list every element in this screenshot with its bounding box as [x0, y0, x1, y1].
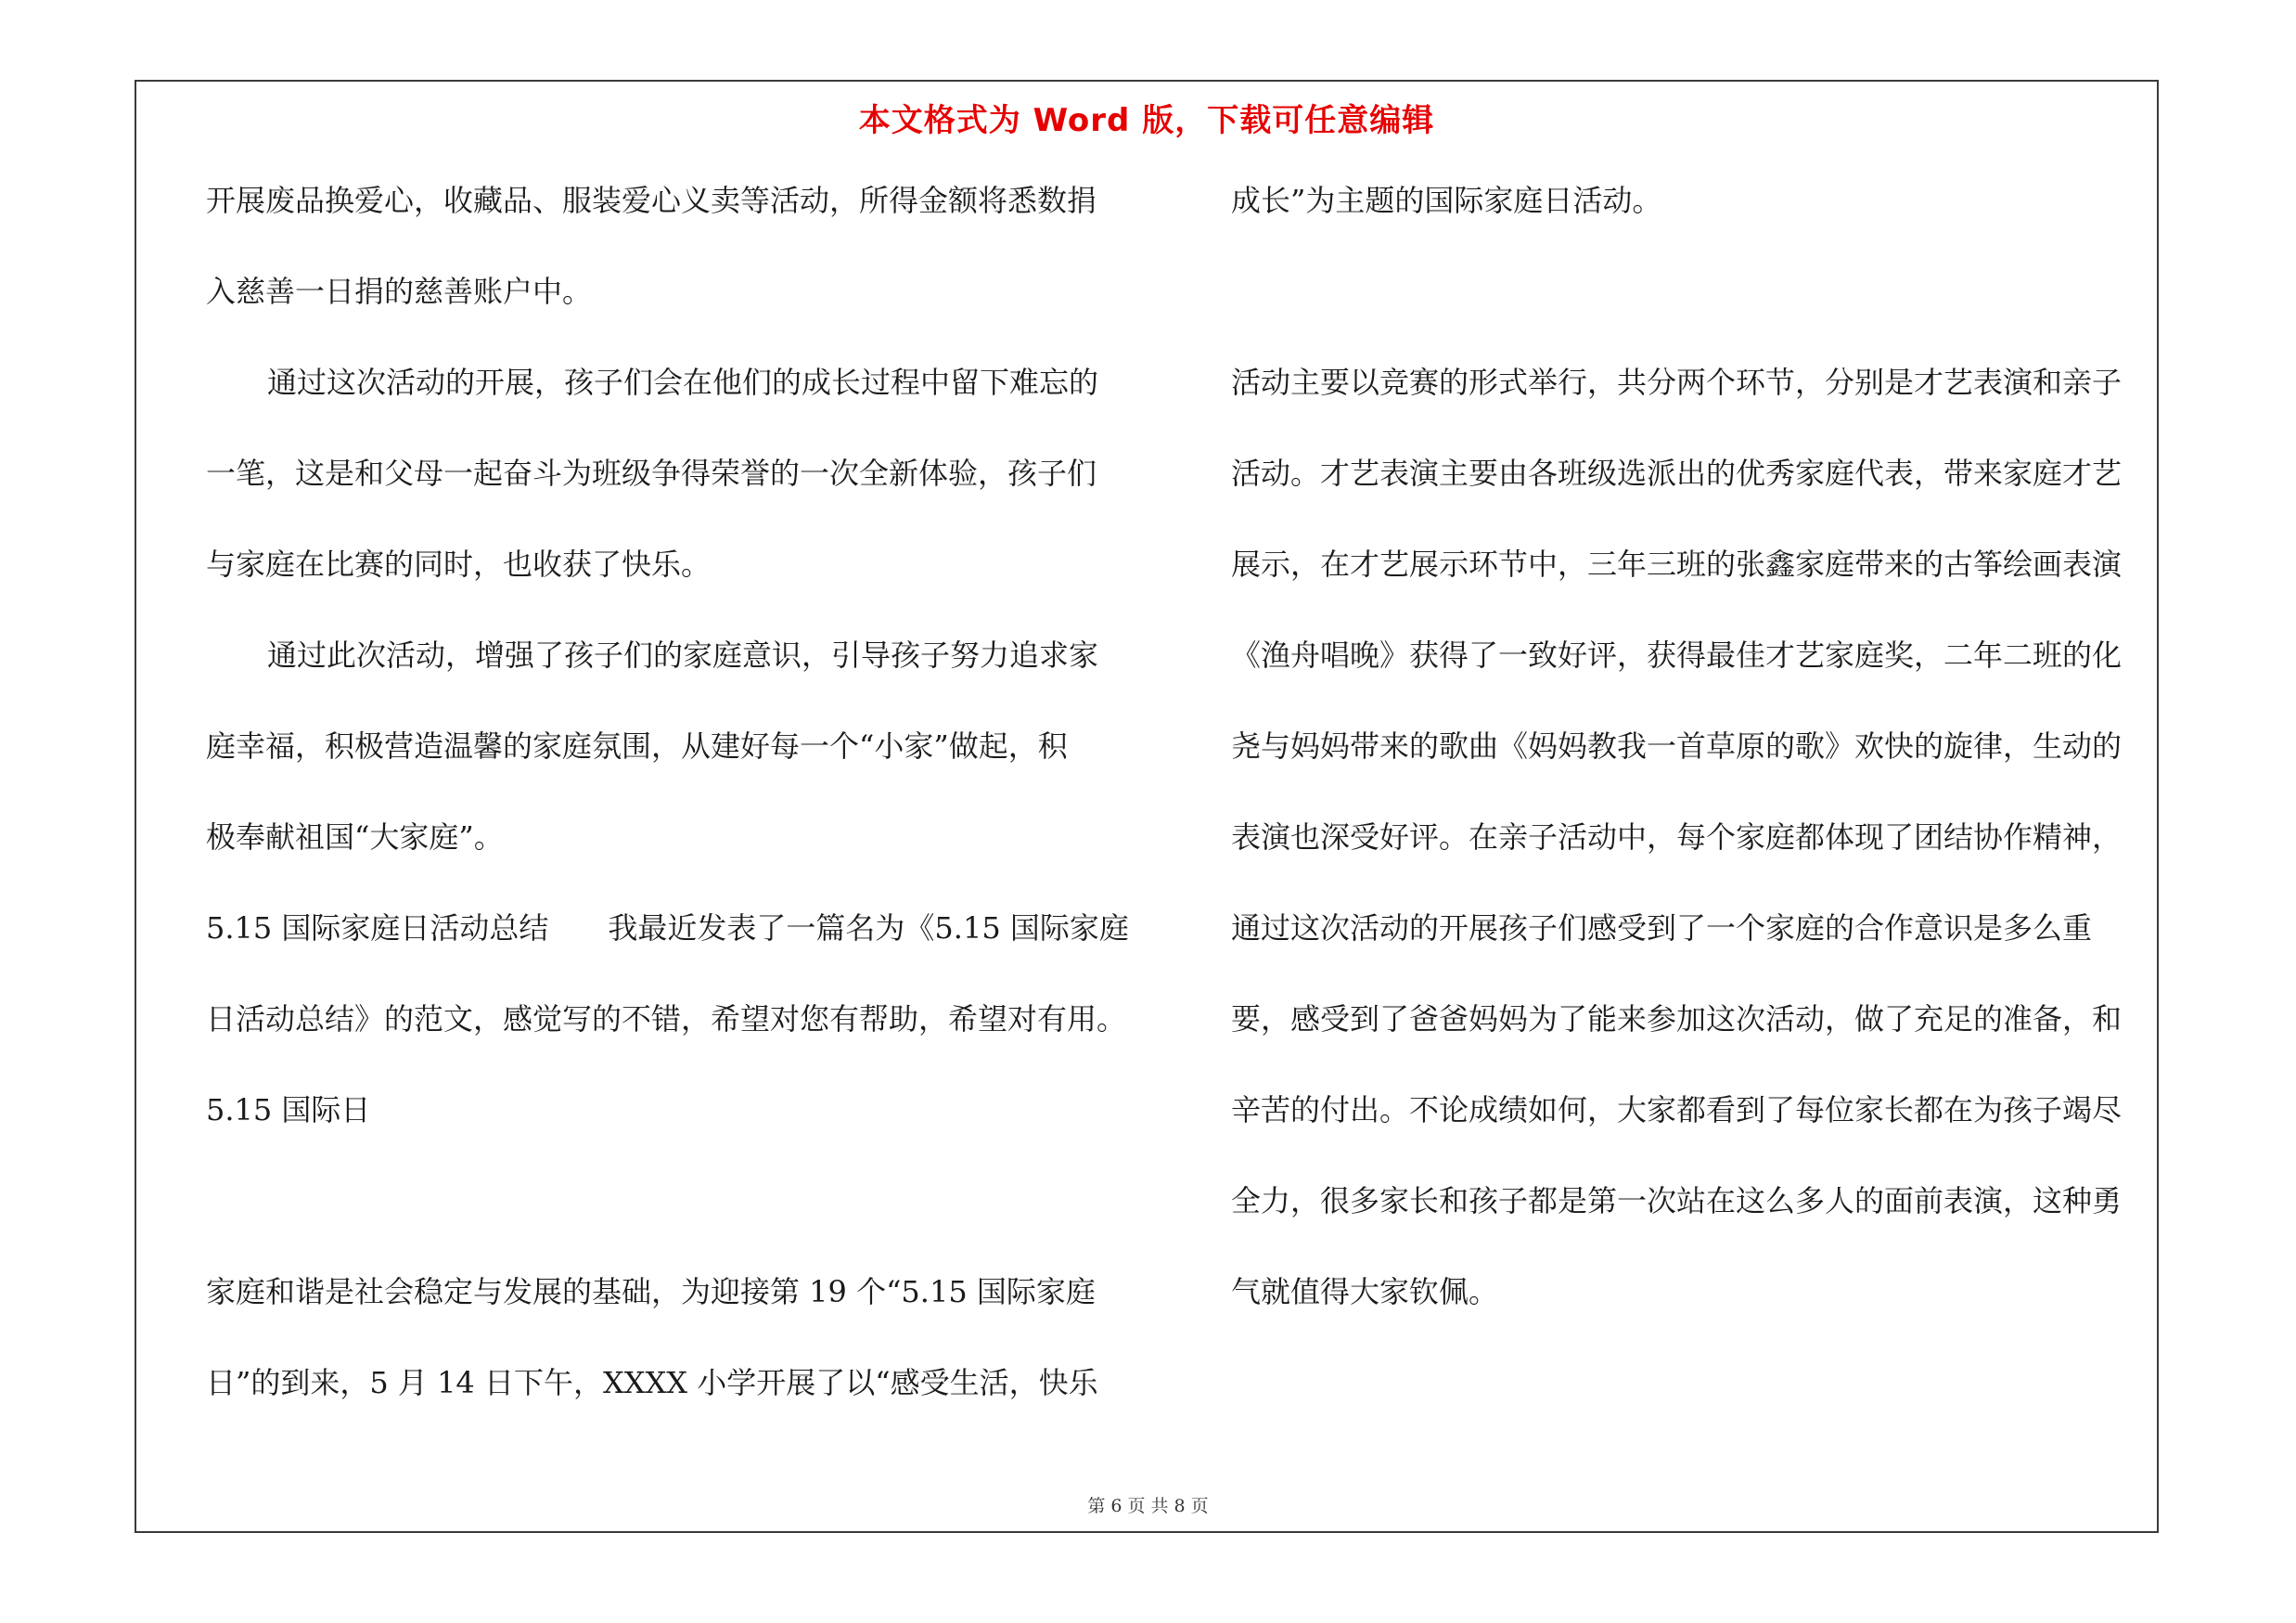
paragraph-line: 通过这次活动的开展，孩子们会在他们的成长过程中留下难忘的: [267, 365, 1099, 400]
paragraph-line: 辛苦的付出。不论成绩如何，大家都看到了每位家长都在为孩子竭尽: [1231, 1092, 2123, 1127]
paragraph-line: 家庭和谐是社会稳定与发展的基础，为迎接第 19 个“5.15 国际家庭: [206, 1274, 1096, 1309]
paragraph-line: 气就值得大家钦佩。: [1231, 1274, 1499, 1309]
page-number: 第 6 页 共 8 页: [1087, 1496, 1209, 1516]
paragraph-line: 通过这次活动的开展孩子们感受到了一个家庭的合作意识是多么重: [1231, 910, 2093, 946]
paragraph-line: 开展废品换爱心，收藏品、服装爱心义卖等活动，所得金额将悉数捐: [206, 183, 1097, 218]
paragraph-line: 日”的到来，5 月 14 日下午，XXXX 小学开展了以“感受生活，快乐: [206, 1365, 1098, 1400]
paragraph-line: 全力，很多家长和孩子都是第一次站在这么多人的面前表演，这种勇: [1231, 1183, 2123, 1218]
paragraph-line: 一笔，这是和父母一起奋斗为班级争得荣誉的一次全新体验，孩子们: [206, 456, 1097, 491]
paragraph-line: 日活动总结》的范文，感觉写的不错，希望对您有帮助，希望对有用。: [206, 1001, 1127, 1037]
paragraph-line: 要，感受到了爸爸妈妈为了能来参加这次活动，做了充足的准备，和: [1231, 1001, 2123, 1037]
paragraph-line: 入慈善一日捐的慈善账户中。: [206, 274, 593, 309]
paragraph-line: 5.15 国际日: [206, 1092, 371, 1127]
format-banner: 本文格式为 Word 版，下载可任意编辑: [858, 102, 1435, 139]
paragraph-line: 活动主要以竞赛的形式举行，共分两个环节，分别是才艺表演和亲子: [1231, 365, 2123, 400]
paragraph-line: 活动。才艺表演主要由各班级选派出的优秀家庭代表，带来家庭才艺: [1231, 456, 2123, 491]
paragraph-line: 展示，在才艺展示环节中，三年三班的张鑫家庭带来的古筝绘画表演: [1231, 547, 2123, 582]
paragraph-line: 与家庭在比赛的同时，也收获了快乐。: [206, 547, 712, 582]
paragraph-line: 《渔舟唱晚》获得了一致好评，获得最佳才艺家庭奖，二年二班的化: [1231, 638, 2123, 673]
paragraph-line: 成长”为主题的国际家庭日活动。: [1231, 183, 1662, 218]
paragraph-line: 尧与妈妈带来的歌曲《妈妈教我一首草原的歌》欢快的旋律，生动的: [1231, 728, 2123, 764]
paragraph-line: 表演也深受好评。在亲子活动中，每个家庭都体现了团结协作精神，: [1231, 819, 2123, 855]
paragraph-line: 庭幸福，积极营造温馨的家庭氛围，从建好每一个“小家”做起，积: [206, 728, 1068, 764]
section-heading-line: 5.15 国际家庭日活动总结 我最近发表了一篇名为《5.15 国际家庭: [206, 910, 1129, 946]
paragraph-line: 极奉献祖国“大家庭”。: [206, 819, 504, 855]
paragraph-line: 通过此次活动，增强了孩子们的家庭意识，引导孩子努力追求家: [267, 638, 1099, 673]
